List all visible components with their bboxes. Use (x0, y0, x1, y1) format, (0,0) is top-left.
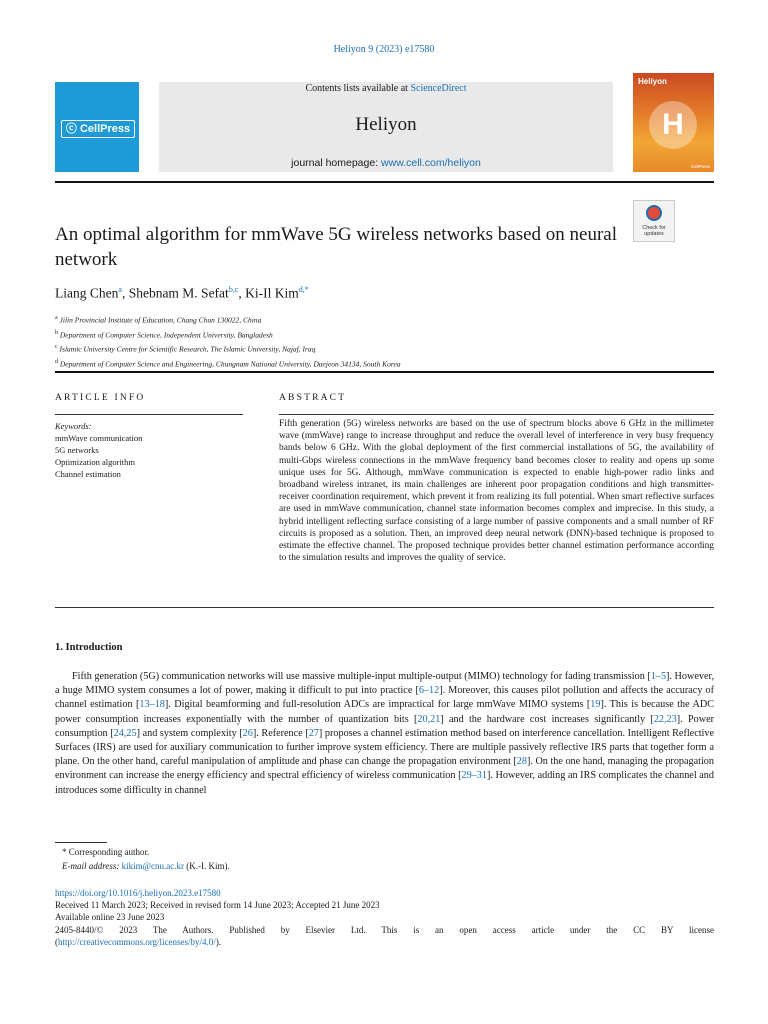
citation-link[interactable]: 6–12 (418, 685, 440, 697)
email-label: E-mail address: (62, 860, 120, 871)
article-info-heading: ARTICLE INFO (55, 393, 146, 403)
contents-line (159, 83, 613, 94)
author-name[interactable]: Liang Chen (55, 285, 119, 301)
affiliation-text: Department of Computer Science and Engineering, Chungnam National University, Daejeon 34134, South Korea (59, 359, 401, 368)
corresponding-author-note: * Corresponding author. (62, 847, 150, 857)
paren-close: ). (215, 936, 222, 947)
email-note (62, 860, 230, 874)
footnotes (62, 846, 230, 873)
keyword-item: mmWave communication (55, 433, 143, 443)
author-affil-marker[interactable]: d,* (298, 285, 309, 294)
intro-text-run: ]. Moreover, this causes pilot pollution and affects the accuracy of channel estimation [ (55, 685, 714, 711)
citation-link[interactable]: 22,23 (653, 713, 677, 725)
citation-link[interactable]: 13–18 (139, 699, 165, 711)
publisher-name: CellPress (79, 123, 131, 135)
author-name[interactable]: Ki-Il Kim (245, 285, 299, 301)
bookmark-icon (646, 205, 662, 221)
citation-link[interactable]: 26 (242, 727, 253, 739)
header-divider (55, 181, 714, 183)
intro-text-run: ]. However, adding an IRS complicates the channel and introduces some difficulty in channel (55, 770, 714, 796)
abstract-rule (279, 414, 714, 415)
article-title: An optimal algorithm for mmWave 5G wireless networks based on neural network (55, 224, 618, 270)
author-affil-marker[interactable]: a (118, 285, 122, 294)
license-statement: 2405-8440/© 2023 The Authors. Published by Elsevier Ltd. This is an open access article under the CC BY license (55, 924, 714, 935)
journal-cover[interactable] (633, 73, 714, 172)
citation-link[interactable]: 19 (590, 699, 601, 711)
author-affil-marker[interactable]: b,c (228, 285, 239, 294)
homepage-line (159, 157, 613, 169)
intro-text-run: ]. This is because the ADC power consumption increases exponentially with the number of quantization bits [ (55, 699, 715, 725)
affiliation-marker: a (55, 315, 58, 321)
affiliation-item (55, 356, 401, 371)
author-list: Liang Chen$^a$, Shebnam M. Sefat$^{b,c}$, Ki-Il Kim$^{d,*}$ (55, 285, 309, 301)
publication-info (55, 887, 714, 948)
affiliation-text: Department of Computer Science, Independent University, Bangladesh (59, 330, 273, 339)
cover-brand: CellPress (690, 164, 710, 169)
author-name[interactable]: Shebnam M. Sefat (128, 285, 229, 301)
citation-link[interactable]: 1–5 (650, 671, 667, 682)
intro-text-run: ]. However, a huge MIMO system consumes a lot of power, making it difficult to put into practice [ (55, 671, 715, 697)
cellpress-logo (61, 120, 135, 138)
cover-letter: H (662, 108, 684, 141)
abstract-bottom-rule (55, 607, 714, 608)
affiliation-text: Islamic University Centre for Scientific Research, The Islamic University, Najaf, Iraq (59, 344, 316, 354)
affiliation-marker: b (55, 329, 58, 336)
abstract-heading: ABSTRACT (279, 393, 347, 403)
check-updates-label: Check for updates (642, 225, 666, 237)
keywords-block (55, 420, 142, 480)
citation-link[interactable]: 28 (516, 756, 527, 768)
sciencedirect-link[interactable]: ScienceDirect (410, 83, 467, 94)
cellpress-logo-panel[interactable] (55, 82, 139, 172)
keyword-item: Optimization algorithm (55, 457, 136, 467)
intro-text-run: Fifth generation (5G) communication networks will use massive multiple-input multiple-output (MIMO) technology for fading transmission [ (72, 671, 651, 682)
affiliation-item (55, 341, 401, 356)
affiliation-item (55, 312, 401, 327)
homepage-prefix: journal homepage: (291, 157, 379, 169)
intro-text-run: ] proposes a channel estimation method based on interference cancellation. Intelligent Reflective Surfaces (IRS) are used for auxiliary communication to further improve system efficiency. There are multiple passively reflective IRS parts that together form a plane. On the other hand, careful manipulation of amplitude and phase can change the propagation environment [ (55, 727, 714, 768)
received-dates: Received 11 March 2023; Received in revised form 14 June 2023; Accepted 21 June 2023 (55, 900, 380, 911)
journal-reference[interactable]: Heliyon 9 (2023) e17580 (333, 44, 435, 55)
homepage-link[interactable]: www.cell.com/heliyon (381, 157, 481, 169)
affiliation-marker: d (55, 358, 58, 365)
email-link[interactable]: kikim@cnu.ac.kr (121, 860, 184, 871)
available-online: Available online 23 June 2023 (55, 912, 165, 923)
keyword-item: 5G networks (55, 445, 99, 455)
contents-prefix: Contents lists available at (305, 83, 408, 94)
info-divider (55, 371, 714, 373)
abstract-text: Fifth generation (5G) wireless networks are based on the use of spectrum blocks above 6 GHz in the millimeter wave (mmWave) range to increase throughput and reduce the overall level of interference in very busy frequency bands below 6 GHz. With the global deployment of the first commercial installations of 5G, the availability of multi-Gbps wireless connections in the mmWave frequency band becomes closer to reality and opens up some unique uses for 5G. Although, mmWave communication is expected to enable high-power radio links and broadband wireless intranet, its main challenges are inherent poor propagation conditions and high transmitter-receiver coordination requirement, which prevent it from realizing its full potential. When smart reflective surfaces are used in mmWave communication, channel state information becomes complex and imprecise. In this study, a hybrid intelligent reflecting surface consisting of a large number of passive components and a small number of RF circuits is proposed as a solution. Then, an improved deep neural network (DNN)-based technique is proposed to estimate the effective channel. The proposed technique provides better channel estimation performance according to the simulation results and improves the quality of service. (279, 419, 714, 564)
citation-link[interactable]: 27 (308, 727, 319, 739)
cover-title: Heliyon (638, 77, 667, 86)
article-info-rule (55, 414, 243, 415)
cellpress-c-icon: ⓒ (65, 123, 77, 135)
citation-link[interactable]: 29–31 (461, 770, 487, 782)
journal-header (159, 82, 613, 172)
doi-link[interactable]: https://doi.org/10.1016/j.heliyon.2023.e17580 (55, 888, 221, 898)
journal-name: Heliyon (355, 114, 417, 135)
license-url-line (55, 936, 714, 948)
intro-text-run: ] and the hardware cost increases significantly [ (440, 713, 654, 725)
affiliation-text: Jilin Provincial Institute of Education, Chang Chun 130022, China (59, 315, 262, 325)
citation-link[interactable]: 24,25 (113, 727, 137, 739)
email-suffix: (K.-I. Kim). (183, 860, 230, 871)
section-heading-introduction: 1. Introduction (55, 642, 123, 653)
intro-text-run: ]. Digital beamforming and full-resolution ADCs are impractical for large mmWave MIMO systems [ (164, 699, 591, 711)
keywords-label: Keywords: (55, 421, 92, 431)
intro-text-run: ]. Reference [ (252, 727, 309, 739)
footnote-rule (55, 842, 107, 843)
check-for-updates-button[interactable] (633, 200, 675, 242)
citation-link[interactable]: 20,21 (417, 713, 441, 725)
affiliation-marker: c (55, 344, 58, 350)
affiliation-item (55, 327, 401, 342)
intro-text-run: ]. Power consumption [ (55, 713, 714, 739)
license-link[interactable]: http://creativecommons.org/licenses/by/4.0/ (58, 936, 216, 947)
introduction-paragraph (55, 670, 714, 798)
affiliations (55, 312, 401, 370)
keyword-item: Channel estimation (55, 469, 121, 479)
paren-open: ( (55, 936, 58, 947)
intro-text-run: ]. On the one hand, managing the propagation environment can increase the energy efficiency and spectral efficiency of wireless communication [ (55, 756, 714, 782)
intro-text-run: ] and system complexity [ (136, 727, 243, 739)
